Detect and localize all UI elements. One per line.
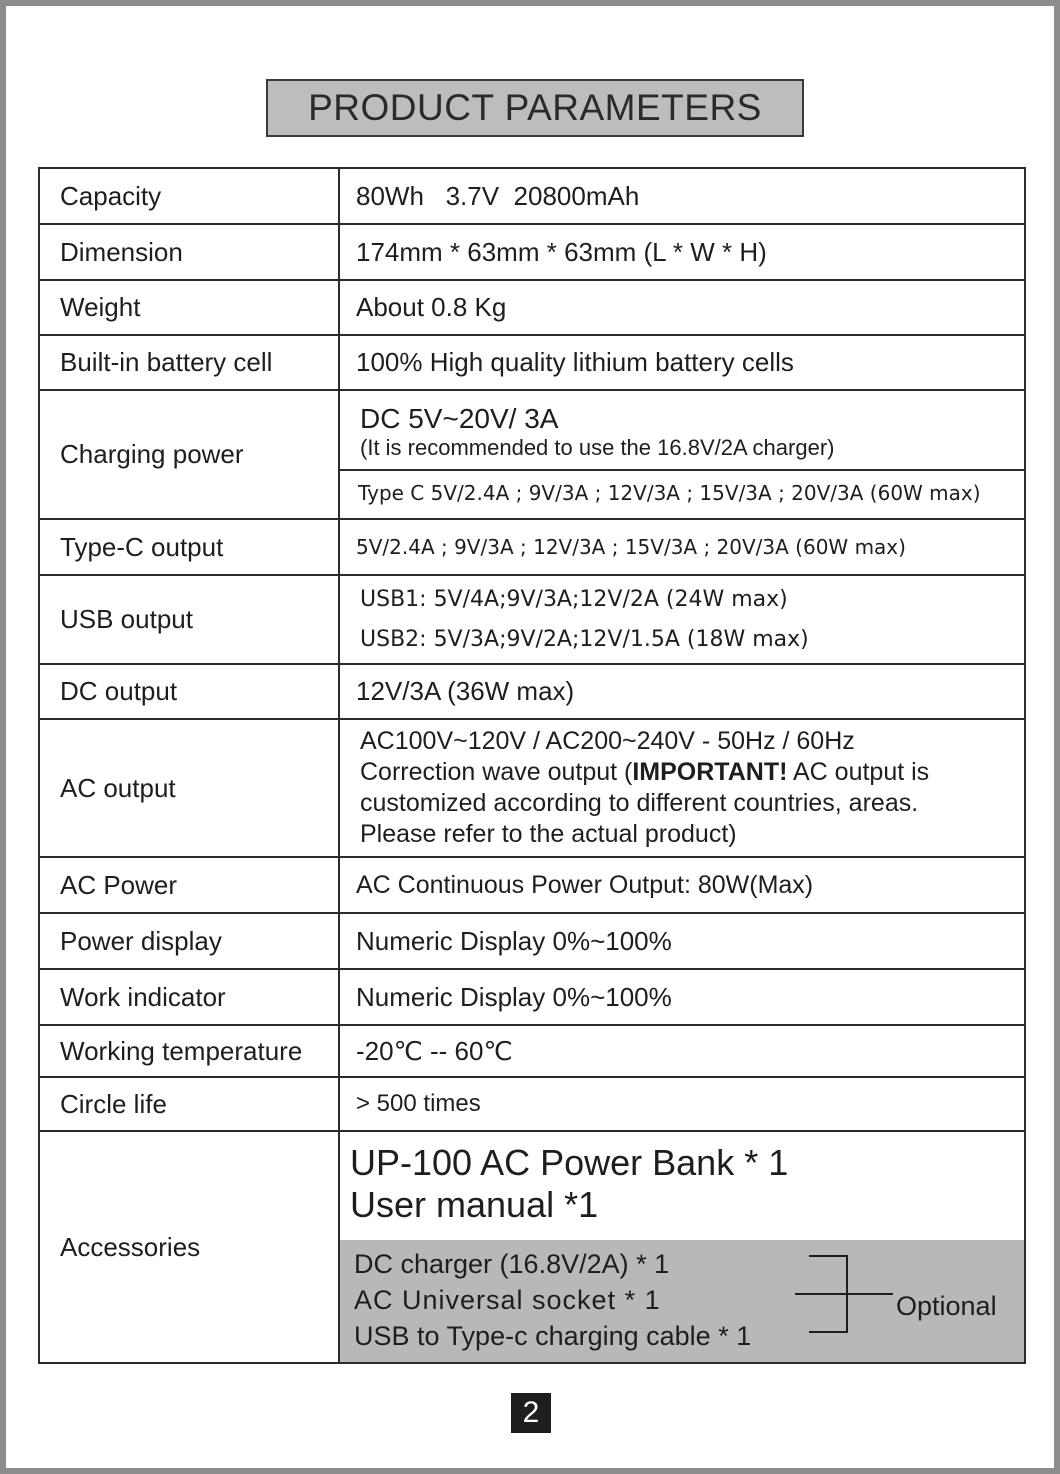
- table-row: [39, 168, 1025, 224]
- row-value: -20℃ -- 60℃: [339, 1025, 1025, 1077]
- row-value: > 500 times: [339, 1077, 1025, 1131]
- row-label: Weight: [39, 280, 339, 335]
- table-row: [39, 969, 1025, 1025]
- accessories-included: [340, 1132, 1024, 1240]
- row-value: Numeric Display 0%~100%: [339, 969, 1025, 1025]
- row-value: [339, 390, 1025, 519]
- ac-out-line3: customized according to different countries, areas.: [360, 789, 919, 817]
- capacity-value: 80Wh 3.7V 20800mAh: [356, 180, 640, 211]
- table-row: [39, 224, 1025, 280]
- table-row: [39, 664, 1025, 719]
- table-row: [39, 1025, 1025, 1077]
- table-row: [39, 335, 1025, 390]
- table-row: [39, 719, 1025, 857]
- table-row: [39, 280, 1025, 335]
- row-label: USB output: [39, 575, 339, 664]
- table-row: [39, 519, 1025, 575]
- ac-out-line4: Please refer to the actual product): [360, 820, 737, 848]
- row-label: Work indicator: [39, 969, 339, 1025]
- row-value: AC Continuous Power Output: 80W(Max): [339, 857, 1025, 913]
- table-row: [39, 1131, 1025, 1363]
- accessory-item: User manual *1: [350, 1184, 599, 1225]
- table-row: [39, 857, 1025, 913]
- row-value: 174mm * 63mm * 63mm (L * W * H): [339, 224, 1025, 280]
- row-value: Numeric Display 0%~100%: [339, 913, 1025, 969]
- row-label: Type-C output: [39, 519, 339, 575]
- row-label: DC output: [39, 664, 339, 719]
- optional-item: USB to Type-c charging cable * 1: [354, 1321, 752, 1351]
- row-value: 5V/2.4A ; 9V/3A ; 12V/3A ; 15V/3A ; 20V/3A (60W max): [339, 519, 1025, 575]
- optional-label: Optional: [896, 1291, 997, 1321]
- row-label: AC output: [39, 719, 339, 857]
- optional-item: DC charger (16.8V/2A) * 1: [354, 1249, 670, 1279]
- table-row: [39, 913, 1025, 969]
- row-label: Charging power: [39, 390, 339, 519]
- row-value: About 0.8 Kg: [339, 280, 1025, 335]
- row-label: AC Power: [39, 857, 339, 913]
- accessory-item: UP-100 AC Power Bank * 1: [350, 1142, 789, 1183]
- charging-dc: [340, 397, 1024, 471]
- ac-out-line2a: Correction wave output (: [360, 758, 633, 786]
- accessories-optional: [340, 1240, 1024, 1362]
- charging-main: DC 5V~20V/ 3A: [360, 402, 559, 434]
- bracket-icon: [795, 1254, 895, 1334]
- ac-out-line2: [360, 757, 1024, 788]
- row-label: Accessories: [39, 1131, 339, 1363]
- usb2-spec: USB2: 5V/3A;9V/2A;12V/1.5A (18W max): [360, 626, 809, 652]
- row-value: [339, 168, 1025, 224]
- row-label: Dimension: [39, 224, 339, 280]
- row-value: [339, 575, 1025, 664]
- table-row: [39, 390, 1025, 519]
- charging-note: (It is recommended to use the 16.8V/2A charger): [360, 434, 835, 460]
- usb1-spec: USB1: 5V/4A;9V/3A;12V/2A (24W max): [360, 586, 788, 612]
- row-label: Capacity: [39, 168, 339, 224]
- row-label: Power display: [39, 913, 339, 969]
- page-number: 2: [511, 1393, 551, 1433]
- important-text: IMPORTANT!: [632, 758, 788, 786]
- optional-item: AC Universal socket * 1: [354, 1285, 661, 1315]
- table-row: [39, 1077, 1025, 1131]
- row-label: Built-in battery cell: [39, 335, 339, 390]
- ac-out-line2c: AC output is: [787, 758, 930, 786]
- table-row: [39, 575, 1025, 664]
- row-value: 12V/3A (36W max): [339, 664, 1025, 719]
- row-value: 100% High quality lithium battery cells: [339, 335, 1025, 390]
- row-value: [339, 719, 1025, 857]
- row-label: Working temperature: [39, 1025, 339, 1077]
- ac-out-line1: AC100V~120V / AC200~240V - 50Hz / 60Hz: [360, 727, 855, 755]
- row-label: Circle life: [39, 1077, 339, 1131]
- charging-typec: Type C 5V/2.4A ; 9V/3A ; 12V/3A ; 15V/3A ; 20V/3A (60W max): [358, 480, 981, 505]
- row-value: [339, 1131, 1025, 1363]
- page-title: PRODUCT PARAMETERS: [266, 79, 804, 137]
- parameters-table: [38, 167, 1026, 1364]
